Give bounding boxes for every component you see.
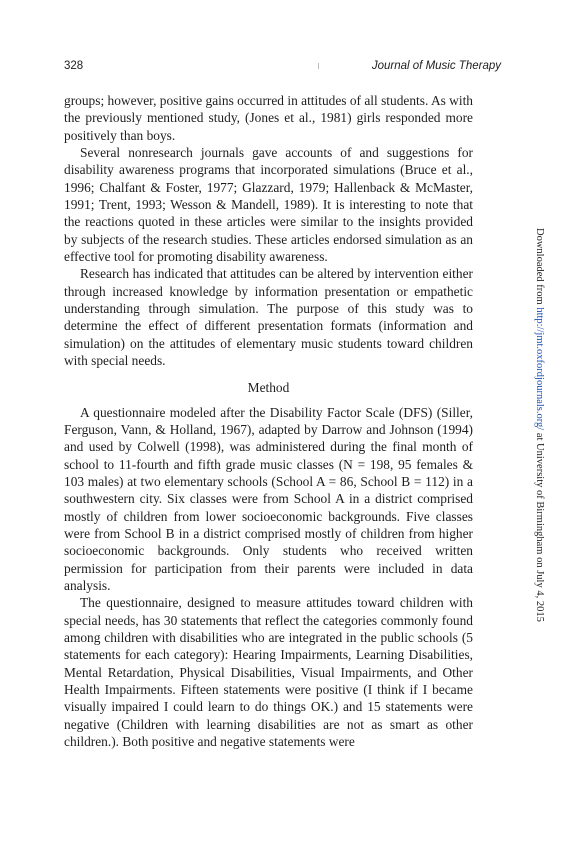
paragraph-2: Several nonresearch journals gave accounts of and suggestions for disability awareness programs that incorporated simulations (Bruce et al., 1996; Chalfant & Foster, 1977; Glazzard, 1979; Hallenback & McMaster, 1991; Trent, 1993; Wesson & Mandell, 1989). It is interesting to note that the reactions quoted in these articles were similar to the insights provided by subjects of the research studies. These articles endorsed simulation as an effective tool for promoting disability awareness.: [64, 145, 473, 265]
header-mark: [318, 63, 319, 69]
page-number: 328: [64, 60, 84, 72]
journal-url-link[interactable]: http://jmt.oxfordjournals.org/: [534, 307, 545, 431]
article-body: [64, 92, 473, 750]
running-head: Journal of Music Therapy: [371, 60, 501, 72]
download-notice-suffix: at University of Birmingham on July 4, 2015: [534, 430, 545, 622]
method-heading: Method: [247, 379, 290, 395]
paragraph-4: A questionnaire modeled after the Disability Factor Scale (DFS) (Siller, Ferguson, Vann, & Holland, 1967), adapted by Darrow and Johnson (1994) and used by Colwell (1998), was administered during the final month of school to 11-fourth and fifth grade music classes (N = 198, 95 females & 103 males) at two elementary schools (School A = 86, School B = 112) in a southwestern city. Six classes were from School A in a district comprised mostly of children from lower socioeconomic backgrounds. Five classes were from School B in a district comprised mostly of children from higher socioeconomic backgrounds. Only students who received written permission for participation from their parents were included in data analysis.: [64, 404, 473, 593]
download-notice-prefix: Downloaded from: [534, 228, 545, 308]
paragraph-3: Research has indicated that attitudes can be altered by intervention either through increased knowledge by information presentation or empathetic understanding through simulation. The purpose of this study was to determine the effect of different presentation formats (information and simulation) on the attitudes of elementary music students toward children with special needs.: [64, 266, 473, 369]
download-notice: [534, 228, 545, 622]
paragraph-1: groups; however, positive gains occurred in attitudes of all students. As with the previously mentioned study, (Jones et al., 1981) girls responded more positively than boys.: [64, 93, 473, 143]
paragraph-5: The questionnaire, designed to measure attitudes toward children with special needs, has 30 statements that reflect the categories commonly found among children with disabilities who are integrated in the public schools (5 statements for each category): Hearing Impairments, Learning Disabilities, Mental Retardation, Physical Disabilities, Visual Impairments, and Other Health Impairments. Fifteen statements were positive (I think if I became visually impaired I could learn to do things OK.) and 15 statements were negative (Children with learning disabilities are not as smart as other children.). Both positive and negative statements were: [64, 595, 473, 750]
